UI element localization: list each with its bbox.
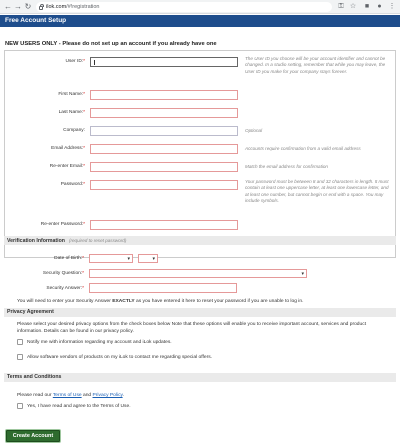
security-answer-input[interactable] <box>89 283 237 293</box>
security-answer-label: Security Answer:* <box>46 286 84 291</box>
vendor-offers-checkbox[interactable] <box>17 354 23 360</box>
privacy-description: Please select your desired privacy options from the check boxes below Note that these options will enable you to receive important account, services and product information. Details can be found in our privacy policy. <box>17 322 367 334</box>
star-icon[interactable]: ☆ <box>349 3 357 10</box>
verification-section-header: Verification Information (required to reset password) <box>4 236 396 245</box>
security-answer-note: You will need to enter your Security Answer EXACTLY as you have entered it here to reset your password if you are unable to log in. <box>17 299 304 304</box>
agree-terms-label: Yes, I have read and agree to the Terms of Use. <box>27 404 131 409</box>
back-icon[interactable]: ← <box>4 2 12 11</box>
password-label: Password:* <box>60 182 85 187</box>
avatar[interactable]: ● <box>377 3 382 10</box>
notify-label: Notify me with information regarding my account and iLok updates. <box>27 340 172 345</box>
lock-icon <box>39 6 43 10</box>
dob-label: Date of Birth:* <box>54 256 84 261</box>
vendor-offers-label: Allow software vendors of products on my iLok to contact me regarding special offers. <box>27 355 213 360</box>
notify-checkbox[interactable] <box>17 339 23 345</box>
lastname-input[interactable] <box>90 108 238 118</box>
company-label: Company: <box>63 128 85 133</box>
dob-day-select[interactable]: ▾ <box>138 254 158 263</box>
security-question-select[interactable]: ▾ <box>89 269 307 278</box>
userid-hint: The User ID you choose will be your account identifier and cannot be changed. In a studio setting, remember that while you may leave, the User ID you make for your company stays forever. <box>245 56 386 74</box>
privacy-section-header: Privacy Agreement <box>4 308 396 317</box>
page-title: Free Account Setup <box>0 15 400 27</box>
repassword-label: Re-enter Password:* <box>40 222 85 227</box>
agree-terms-checkbox[interactable] <box>17 403 23 409</box>
repassword-input[interactable] <box>90 220 238 230</box>
menu-icon[interactable]: ⋮ <box>388 3 396 10</box>
account-form <box>4 50 396 258</box>
company-input[interactable] <box>90 126 238 136</box>
reemail-input[interactable] <box>90 162 238 172</box>
terms-of-use-link[interactable]: Terms of Use <box>52 393 82 398</box>
forward-icon[interactable]: → <box>14 2 22 11</box>
browser-toolbar <box>0 0 400 14</box>
reemail-hint: Match the email address for confirmation <box>245 164 328 169</box>
url-text: ilok.com/#!registration <box>46 4 100 10</box>
lastname-label: Last Name:* <box>58 110 85 115</box>
reload-icon[interactable]: ↻ <box>24 2 32 11</box>
userid-label: User ID:* <box>65 59 85 64</box>
password-hint: Your password must be between 8 and 32 characters in length. It must contain at least one uppercase letter, at least one lowercase letter, and at least one number, but cannot begin or end with a space. You may include symbols. <box>245 179 389 204</box>
dob-month-select[interactable]: ▾ <box>89 254 133 263</box>
email-input[interactable] <box>90 144 238 154</box>
firstname-input[interactable] <box>90 90 238 100</box>
new-users-notice: NEW USERS ONLY - Please do not set up an account if you already have one <box>5 41 217 47</box>
create-account-button[interactable]: Create Account <box>6 430 60 442</box>
security-question-label: Security Question:* <box>42 271 84 276</box>
email-hint: Accounts require confirmation from a valid email address <box>245 146 361 151</box>
terms-read-text: Please read our Terms of Use and Privacy Policy. <box>17 393 124 398</box>
company-hint: Optional <box>245 128 263 133</box>
password-input[interactable] <box>90 180 238 190</box>
privacy-policy-link[interactable]: Privacy Policy <box>92 393 123 398</box>
terms-section-header: Terms and Conditions <box>4 373 396 382</box>
userid-input[interactable] <box>90 57 238 67</box>
extension-icon[interactable]: ■ <box>364 3 370 10</box>
email-label: Email Address:* <box>51 146 85 151</box>
firstname-label: First Name:* <box>58 92 85 97</box>
reemail-label: Re-enter Email:* <box>49 164 85 169</box>
address-bar[interactable] <box>36 2 332 12</box>
key-icon[interactable]: ⚿ <box>338 3 344 10</box>
